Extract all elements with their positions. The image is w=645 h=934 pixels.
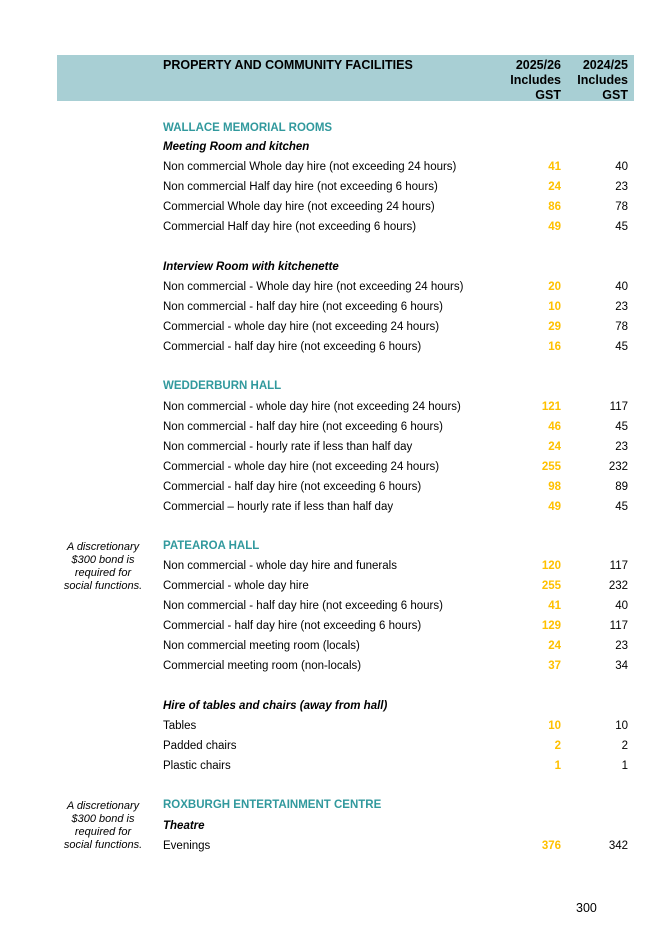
fee-2025-26: 20	[548, 281, 561, 293]
fee-2025-26: 24	[548, 181, 561, 193]
fee-2024-25: 78	[615, 321, 628, 333]
table-row	[163, 477, 628, 497]
fee-2025-26: 98	[548, 481, 561, 493]
table-row	[163, 297, 628, 317]
subsection-title-meeting-room: Meeting Room and kitchen	[163, 141, 310, 153]
fee-2024-25: 342	[608, 840, 628, 852]
table-row	[163, 656, 628, 676]
column-header-line: GST	[602, 88, 628, 102]
fee-2025-26: 1	[554, 760, 561, 772]
table-row	[163, 277, 628, 297]
row-label: Non commercial - whole day hire (not exceeding 24 hours)	[163, 401, 461, 413]
row-label: Evenings	[163, 840, 211, 852]
fee-2024-25: 23	[615, 181, 628, 193]
table-header	[57, 55, 634, 101]
table-row	[163, 636, 628, 656]
table-row	[163, 756, 628, 776]
row-label: Padded chairs	[163, 740, 237, 752]
table-row	[163, 736, 628, 756]
fee-2025-26: 37	[548, 660, 561, 672]
table-row	[163, 177, 628, 197]
column-header-2025-26	[503, 58, 561, 103]
row-label: Commercial - half day hire (not exceeding 6 hours)	[163, 620, 422, 632]
table-row	[163, 576, 628, 596]
section-title-roxburgh: ROXBURGH ENTERTAINMENT CENTRE	[163, 799, 382, 811]
column-header-line: 2024/25	[582, 58, 628, 72]
table-row	[163, 716, 628, 736]
fee-2025-26: 41	[548, 161, 561, 173]
note-line: required for	[74, 826, 132, 838]
page-title: PROPERTY AND COMMUNITY FACILITIES	[163, 58, 413, 72]
section-title-wallace: WALLACE MEMORIAL ROOMS	[163, 122, 333, 134]
note-line: social functions.	[63, 580, 143, 592]
table-row	[163, 596, 628, 616]
fee-2025-26: 24	[548, 441, 561, 453]
note-line: A discretionary	[66, 800, 140, 812]
table-row	[163, 217, 628, 237]
fee-2024-25: 1	[621, 760, 628, 772]
row-label: Non commercial Whole day hire (not exceeding 24 hours)	[163, 161, 457, 173]
fee-2024-25: 40	[615, 161, 628, 173]
fee-2025-26: 255	[541, 580, 561, 592]
note-line: $300 bond is	[71, 554, 135, 566]
section-title-patearoa: PATEAROA HALL	[163, 540, 260, 552]
row-label: Non commercial - Whole day hire (not exceeding 24 hours)	[163, 281, 464, 293]
column-header-line: GST	[535, 88, 561, 102]
column-header-2024-25	[570, 58, 628, 103]
table-row	[163, 836, 628, 856]
fee-2025-26: 120	[541, 560, 561, 572]
table-row	[163, 317, 628, 337]
fee-2025-26: 49	[548, 221, 561, 233]
fee-2024-25: 232	[608, 461, 628, 473]
table-row	[163, 497, 628, 517]
row-label: Commercial Whole day hire (not exceeding 24 hours)	[163, 201, 435, 213]
column-header-line: Includes	[510, 73, 561, 87]
row-label: Non commercial - half day hire (not exceeding 6 hours)	[163, 600, 443, 612]
fee-2025-26: 2	[554, 740, 561, 752]
fee-2025-26: 29	[548, 321, 561, 333]
row-label: Non commercial - half day hire (not exceeding 6 hours)	[163, 301, 443, 313]
fee-2025-26: 10	[548, 720, 561, 732]
fee-2024-25: 23	[615, 301, 628, 313]
fee-2024-25: 45	[615, 221, 628, 233]
table-row	[163, 616, 628, 636]
table-row	[163, 397, 628, 417]
fee-2024-25: 45	[615, 341, 628, 353]
table-row	[163, 157, 628, 177]
bond-note-patearoa	[58, 541, 148, 593]
fee-2025-26: 46	[548, 421, 561, 433]
note-line: social functions.	[63, 839, 143, 851]
page-number: 300	[576, 901, 597, 915]
row-label: Plastic chairs	[163, 760, 231, 772]
fee-2024-25: 23	[615, 441, 628, 453]
table-row	[163, 197, 628, 217]
table-row	[163, 437, 628, 457]
row-label: Non commercial - half day hire (not exceeding 6 hours)	[163, 421, 443, 433]
row-label: Commercial Half day hire (not exceeding 6 hours)	[163, 221, 417, 233]
table-row	[163, 417, 628, 437]
fee-2025-26: 16	[548, 341, 561, 353]
fee-2025-26: 376	[541, 840, 561, 852]
table-row	[163, 556, 628, 576]
note-line: required for	[74, 567, 132, 579]
row-label: Non commercial Half day hire (not exceeding 6 hours)	[163, 181, 438, 193]
row-label: Commercial – hourly rate if less than half day	[163, 501, 394, 513]
fee-2024-25: 45	[615, 421, 628, 433]
row-label: Non commercial - hourly rate if less than half day	[163, 441, 413, 453]
subsection-title-theatre: Theatre	[163, 820, 205, 832]
section-title-wedderburn: WEDDERBURN HALL	[163, 380, 282, 392]
row-label: Tables	[163, 720, 197, 732]
fee-2025-26: 10	[548, 301, 561, 313]
fee-2024-25: 117	[609, 560, 628, 572]
fee-2025-26: 41	[548, 600, 561, 612]
row-label: Commercial - half day hire (not exceeding 6 hours)	[163, 341, 422, 353]
column-header-line: Includes	[577, 73, 628, 87]
row-label: Commercial - whole day hire (not exceeding 24 hours)	[163, 461, 440, 473]
fee-2024-25: 40	[615, 600, 628, 612]
subsection-title-interview-room: Interview Room with kitchenette	[163, 261, 339, 273]
fee-2024-25: 78	[615, 201, 628, 213]
fee-2025-26: 121	[541, 401, 561, 413]
table-row	[163, 337, 628, 357]
row-label: Commercial meeting room (non-locals)	[163, 660, 362, 672]
row-label: Commercial - half day hire (not exceeding 6 hours)	[163, 481, 422, 493]
fee-2024-25: 34	[615, 660, 628, 672]
table-row	[163, 457, 628, 477]
note-line: $300 bond is	[71, 813, 135, 825]
fee-2024-25: 2	[621, 740, 628, 752]
fee-2024-25: 23	[615, 640, 628, 652]
fee-2024-25: 117	[609, 620, 628, 632]
fee-2024-25: 45	[615, 501, 628, 513]
row-label: Commercial - whole day hire (not exceeding 24 hours)	[163, 321, 440, 333]
column-header-line: 2025/26	[515, 58, 561, 72]
fee-2024-25: 10	[615, 720, 628, 732]
row-label: Commercial - whole day hire	[163, 580, 309, 592]
row-label: Non commercial - whole day hire and funerals	[163, 560, 397, 572]
fee-2024-25: 89	[615, 481, 628, 493]
fee-2024-25: 40	[615, 281, 628, 293]
subsection-title-tables-chairs: Hire of tables and chairs (away from hall)	[163, 700, 388, 712]
fee-2025-26: 24	[548, 640, 561, 652]
fee-2025-26: 129	[541, 620, 561, 632]
bond-note-roxburgh	[58, 800, 148, 852]
fee-2024-25: 232	[608, 580, 628, 592]
note-line: A discretionary	[66, 541, 140, 553]
row-label: Non commercial meeting room (locals)	[163, 640, 360, 652]
fee-2025-26: 255	[541, 461, 561, 473]
fee-2025-26: 49	[548, 501, 561, 513]
fee-2025-26: 86	[548, 201, 561, 213]
fee-2024-25: 117	[609, 401, 628, 413]
